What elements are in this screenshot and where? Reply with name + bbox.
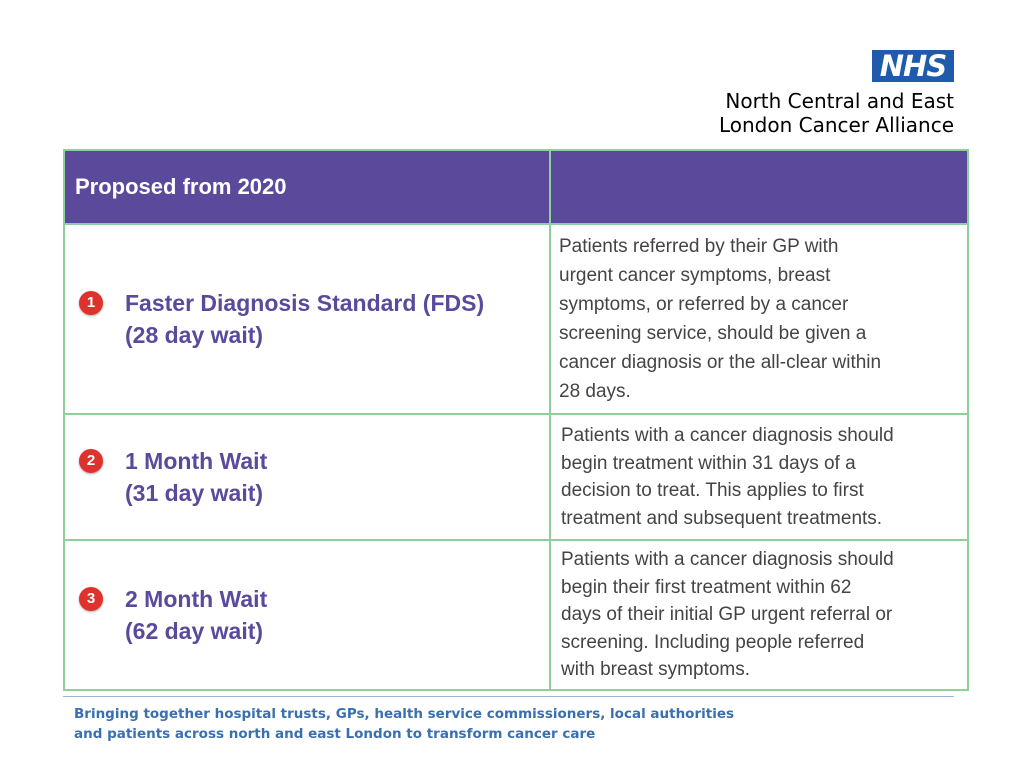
description-line: symptoms, or referred by a cancer (559, 294, 849, 315)
description-line: screening service, should be given a (559, 323, 867, 344)
standard-title (125, 445, 267, 509)
standard-item (65, 583, 549, 647)
description-cell (550, 224, 968, 414)
description-cell (550, 540, 968, 690)
table-row (64, 540, 968, 690)
cancer-standards-table (63, 149, 969, 691)
footer-divider (63, 696, 954, 697)
standard-name: 2 Month Wait (125, 586, 268, 612)
footer-line-1: Bringing together hospital trusts, GPs, health service commissioners, local authorities (74, 706, 735, 722)
standard-title (125, 287, 484, 351)
table-row (64, 414, 968, 540)
standard-description (551, 422, 967, 532)
description-cell (550, 414, 968, 540)
standard-title (125, 583, 267, 647)
number-badge-3: 3 (79, 587, 103, 611)
description-line: cancer diagnosis or the all-clear within (559, 352, 882, 373)
description-line: 28 days. (559, 381, 631, 402)
standard-item (65, 287, 549, 351)
header-cell-left (64, 150, 550, 224)
number-badge-1: 1 (79, 291, 103, 315)
org-name-line-1: North Central and East (725, 89, 954, 113)
standard-cell (64, 414, 550, 540)
standard-description (551, 232, 967, 406)
org-name-line-2: London Cancer Alliance (718, 113, 954, 137)
standard-item (65, 445, 549, 509)
description-line: treatment and subsequent treatments. (561, 507, 883, 529)
description-line: urgent cancer symptoms, breast (559, 265, 831, 286)
footer-line-2: and patients across north and east London to transform cancer care (74, 726, 596, 742)
table-header-row (64, 150, 968, 224)
number-badge-2: 2 (79, 449, 103, 473)
standard-description (551, 546, 967, 684)
description-line: begin their first treatment within 62 (561, 576, 852, 598)
description-line: decision to treat. This applies to first (561, 480, 864, 501)
description-line: days of their initial GP urgent referral or (561, 604, 893, 626)
table-header-title: Proposed from 2020 (75, 174, 287, 199)
standard-name: Faster Diagnosis Standard (FDS) (125, 290, 485, 316)
standard-cell (64, 540, 550, 690)
standard-cell (64, 224, 550, 414)
description-line: begin treatment within 31 days of a (561, 452, 856, 474)
description-line: Patients referred by their GP with (559, 236, 839, 257)
standard-name: 1 Month Wait (125, 448, 268, 474)
standard-wait: (62 day wait) (125, 618, 264, 644)
header-cell-right (550, 150, 968, 224)
standard-wait: (31 day wait) (125, 480, 264, 506)
description-line: screening. Including people referred (561, 631, 865, 653)
description-line: Patients with a cancer diagnosis should (561, 549, 894, 571)
description-line: Patients with a cancer diagnosis should (561, 425, 894, 446)
nhs-logo: NHS (872, 50, 954, 82)
table-row (64, 224, 968, 414)
footer-text (74, 704, 734, 744)
standard-wait: (28 day wait) (125, 322, 264, 348)
organisation-name (719, 89, 954, 137)
description-line: with breast symptoms. (561, 659, 750, 681)
